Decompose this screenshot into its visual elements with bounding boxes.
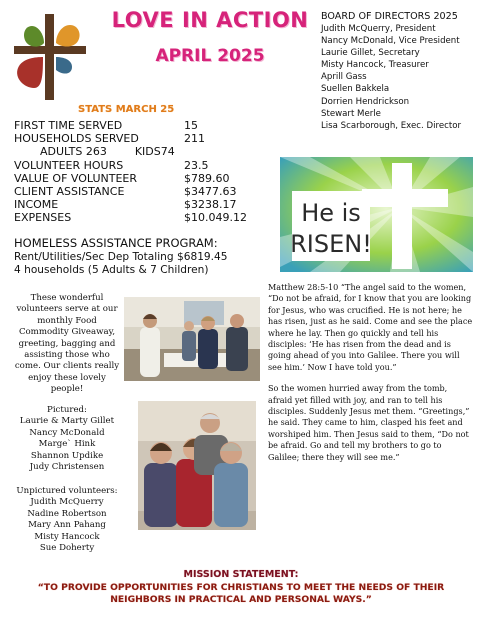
board-member: Aprill Gass <box>321 72 367 83</box>
pictured-name: Shannon Updike <box>30 450 104 461</box>
stat-label: EXPENSES <box>14 211 72 224</box>
volunteers-photo-kitchen <box>124 297 260 381</box>
newsletter-date: APRIL 2025 <box>155 46 265 66</box>
unpictured-heading: Unpictured volunteers: <box>16 486 118 496</box>
logo-heart-blue <box>56 57 72 74</box>
unpictured-name: Nadine Robertson <box>27 508 107 519</box>
stat-label: HOUSEHOLDS SERVED <box>14 132 139 145</box>
board-member: Suellen Bakkela <box>321 84 390 95</box>
logo-heart-green <box>24 26 44 47</box>
homeless-total: Rent/Utilities/Sec Dep Totaling $6819.45 <box>14 250 228 263</box>
board-member: Nancy McDonald, Vice President <box>321 36 460 47</box>
stat-value: 15 <box>184 119 198 132</box>
white-cross-horizontal <box>362 189 448 207</box>
homeless-assistance <box>14 237 228 278</box>
he-is-risen-graphic <box>280 157 473 272</box>
logo-heart-orange <box>56 25 80 47</box>
pictured-heading: Pictured: <box>47 405 87 415</box>
board-member: Dorrien Hendrickson <box>321 96 410 107</box>
scripture-paragraph-1: Matthew 28:5-10 “The angel said to the women, “Do not be afraid, for I know that you are looking for Jesus, who was crucified. He is not here; he has risen, just as he said. Come and see the place where he lay. Then go quickly and tell his disciples: ‘He has risen from the dead and is going ahead of you into Galilee. There you will see him.’ Now I have told you.” <box>268 282 473 372</box>
stat-label: VOLUNTEER HOURS <box>14 159 124 172</box>
pictured-name: Nancy McDonald <box>29 427 105 438</box>
board-member: Laurie Gillet, Secretary <box>321 48 420 59</box>
pictured-volunteers <box>14 405 120 473</box>
unpictured-name: Mary Ann Pahang <box>28 520 106 531</box>
stats-block <box>14 119 254 229</box>
unpictured-name: Sue Doherty <box>39 543 95 554</box>
pictured-name: Laurie & Marty Gillet <box>19 416 115 427</box>
stat-label: FIRST TIME SERVED <box>14 119 123 132</box>
white-cross-vertical <box>392 163 412 269</box>
stat-label: CLIENT ASSISTANCE <box>14 185 125 198</box>
pictured-name: Marge` Hink <box>38 439 96 450</box>
volunteers-photo-group <box>138 401 256 530</box>
board-member: Lisa Scarborough, Exec. Director <box>321 120 462 131</box>
stat-value: 23.5 <box>184 159 209 172</box>
board-member: Stewart Merle <box>321 108 381 119</box>
stat-label: INCOME <box>14 198 59 211</box>
risen-text-line2: RISEN! <box>290 230 372 258</box>
stat-value: $10.049.12 <box>184 211 247 224</box>
volunteers-intro: These wonderful volunteers serve at our monthly Food Commodity Giveaway, greeting, bagging and assisting those who come. Our clients really enjoy these lovely people! <box>14 293 120 395</box>
unpictured-name: Judith McQuerry <box>30 497 104 508</box>
stat-row-adults-kids: ADULTS 263 KIDS74 <box>40 145 175 158</box>
pictured-name: Judy Christensen <box>29 462 105 473</box>
risen-text-line1: He is <box>301 199 361 227</box>
stat-value: $3238.17 <box>184 198 237 211</box>
board-member: Judith McQuerry, President <box>321 24 436 34</box>
homeless-households: 4 households (5 Adults & 7 Children) <box>14 264 209 276</box>
stats-heading: STATS MARCH 25 <box>78 104 175 115</box>
logo-cross-horizontal <box>14 46 86 54</box>
board-of-directors <box>321 11 481 132</box>
scripture-passage <box>268 282 474 473</box>
love-in-action-logo <box>12 12 88 102</box>
stat-value: $789.60 <box>184 172 230 185</box>
stat-value: 211 <box>184 132 205 145</box>
unpictured-name: Misty Hancock <box>34 531 100 542</box>
stat-value: $3477.63 <box>184 185 237 198</box>
scripture-paragraph-2: So the women hurried away from the tomb, afraid yet filled with joy, and ran to tell his disciples. Suddenly Jesus met them. “Greetings,” he said. They came to him, clasped his feet and worshiped him. Then Jesus said to them, “Do not be afraid. Go and tell my brothers to go to Galilee; there they will see me.” <box>268 383 470 462</box>
board-heading: BOARD OF DIRECTORS 2025 <box>321 11 458 22</box>
homeless-heading: HOMELESS ASSISTANCE PROGRAM: <box>14 236 218 250</box>
stat-label: VALUE OF VOLUNTEER <box>14 172 138 185</box>
mission-heading: MISSION STATEMENT: <box>183 569 299 580</box>
newsletter-title: LOVE IN ACTION <box>111 8 309 32</box>
mission-statement: “TO PROVIDE OPPORTUNITIES FOR CHRISTIANS TO MEET THE NEEDS OF THEIR NEIGHBORS IN PRACTICAL AND PERSONAL WAYS.” <box>37 582 445 605</box>
unpictured-volunteers <box>14 486 120 554</box>
logo-cross-vertical <box>45 14 54 100</box>
board-member: Misty Hancock, Treasurer <box>321 60 429 71</box>
logo-heart-red <box>17 57 43 88</box>
